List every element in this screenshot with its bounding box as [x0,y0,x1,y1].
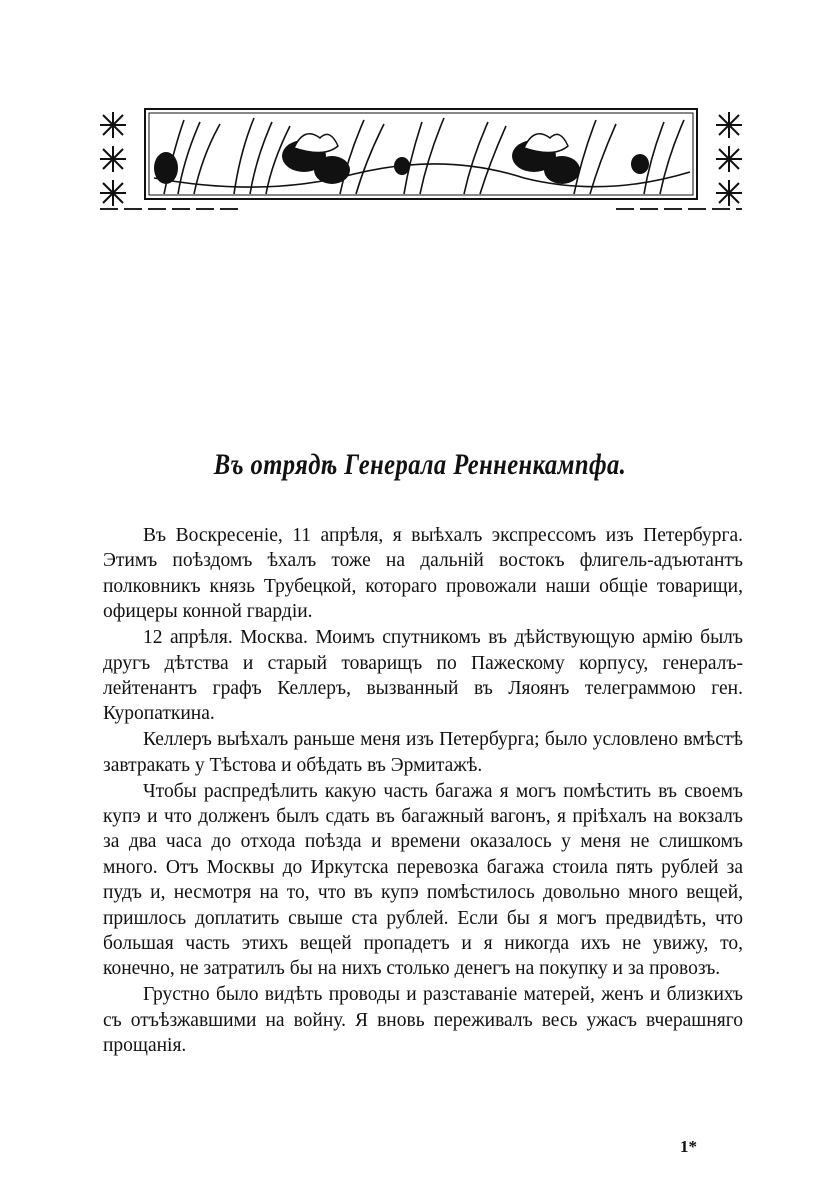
headpiece-rule-left [100,208,240,210]
star-ornament-icon [714,110,744,140]
chapter-title: Въ отрядѣ Генерала Ренненкампфа. [213,448,627,481]
body-text [103,523,743,1059]
left-star-column [96,108,130,208]
headpiece-rule-right [616,208,742,210]
paragraph: Чтобы распредѣлить какую часть багажа я могъ помѣстить въ своемъ купэ и что долженъ былъ сдать въ багажный вагонъ, я пріѣхалъ на вокзалъ за два часа до отхода поѣзда и времени оказалось у меня не слишкомъ много. Отъ Москвы до Иркутска перевозка багажа стоила пять рублей за пудъ и, несмотря на то, что въ купэ помѣстилось довольно много вещей, пришлось доплатить свыше ста рублей. Если бы я могъ предвидѣть, что большая часть этихъ вещей пропадетъ и я никогда ихъ не увижу, то, конечно, не затратилъ бы на нихъ столько денегъ на покупку и за провозъ. [103,780,743,980]
paragraph: 12 апрѣля. Москва. Моимъ спутникомъ въ дѣйствующую армію былъ другъ дѣтства и старый товарищъ по Пажескому корпусу, генералъ-лейтенантъ графъ Келлеръ, вызванный въ Ляоянъ телеграммою ген. Куропаткина. [103,627,743,725]
paragraph: Въ Воскресеніе, 11 апрѣля, я выѣхалъ экспрессомъ изъ Петербурга. Этимъ поѣздомъ ѣхалъ тоже на дальній востокъ флигель-адъютантъ полковникъ князь Трубецкой, котораго провожали наши общіе товарищи, офицеры конной гвардіи. [103,525,743,623]
signature-mark: 1* [680,1137,697,1156]
paragraph: Грустно было видѣть проводы и разставаніе матерей, женъ и близкихъ съ отъѣзжавшими на войну. Я вновь переживалъ весь ужасъ вчерашняго прощанія. [103,984,743,1057]
floral-iris-band-icon [144,108,698,200]
star-ornament-icon [98,144,128,174]
paragraph: Келлеръ выѣхалъ раньше меня изъ Петербурга; было условлено вмѣстѣ завтракать у Тѣстова и обѣдать въ Эрмитажѣ. [103,729,743,776]
star-ornament-icon [714,144,744,174]
star-ornament-icon [98,110,128,140]
star-ornament-icon [98,178,128,208]
star-ornament-icon [714,178,744,208]
headpiece-ornament [96,104,746,214]
right-star-column [712,108,746,208]
